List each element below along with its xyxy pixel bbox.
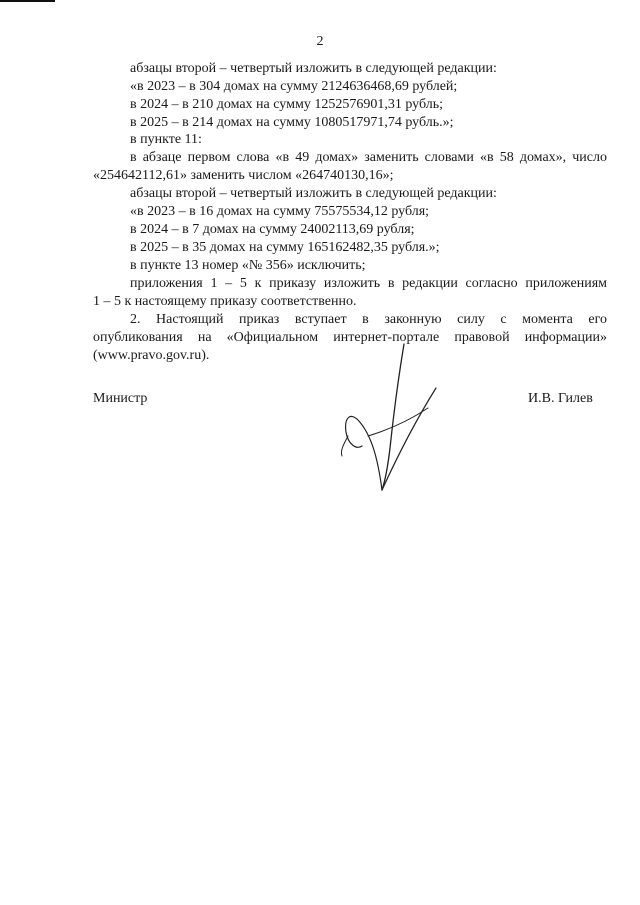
text-line: в 2025 – в 35 домах на сумму 165162482,35 рубля.»;: [130, 240, 440, 255]
text-line: в абзаце первом слова «в 49 домах» заменить словами «в 58 домах», число: [130, 150, 607, 165]
text-line: «в 2023 – в 304 домах на сумму 2124636468,69 рублей;: [130, 79, 458, 94]
text-line: в пункте 11:: [130, 132, 202, 147]
text-line: «254642112,61» заменить числом «264740130,16»;: [93, 168, 394, 183]
signatory-name: И.В. Гилев: [528, 391, 593, 406]
signatory-title: Министр: [93, 391, 148, 406]
page-number: 2: [316, 34, 324, 49]
text-line: опубликования на «Официальном интернет-портале правовой информации»: [93, 330, 607, 345]
text-line: в 2024 – в 210 домах на сумму 1252576901,31 рубль;: [130, 97, 443, 112]
text-line: в пункте 13 номер «№ 356» исключить;: [130, 258, 366, 273]
text-line: 1 – 5 к настоящему приказу соответственно.: [93, 294, 357, 309]
scan-corner-mark: [0, 0, 55, 2]
text-line: в 2025 – в 214 домах на сумму 1080517971,74 рубль.»;: [130, 115, 454, 130]
text-line: приложения 1 – 5 к приказу изложить в редакции согласно приложениям: [130, 276, 607, 291]
text-line: в 2024 – в 7 домах на сумму 24002113,69 рубля;: [130, 222, 415, 237]
text-line: абзацы второй – четвертый изложить в следующей редакции:: [130, 61, 497, 76]
text-line: абзацы второй – четвертый изложить в следующей редакции:: [130, 186, 497, 201]
text-line: (www.pravo.gov.ru).: [93, 348, 210, 363]
handwritten-signature: [338, 340, 438, 495]
text-line: 2. Настоящий приказ вступает в законную силу с момента его: [130, 312, 607, 327]
text-line: «в 2023 – в 16 домах на сумму 75575534,12 рубля;: [130, 204, 430, 219]
